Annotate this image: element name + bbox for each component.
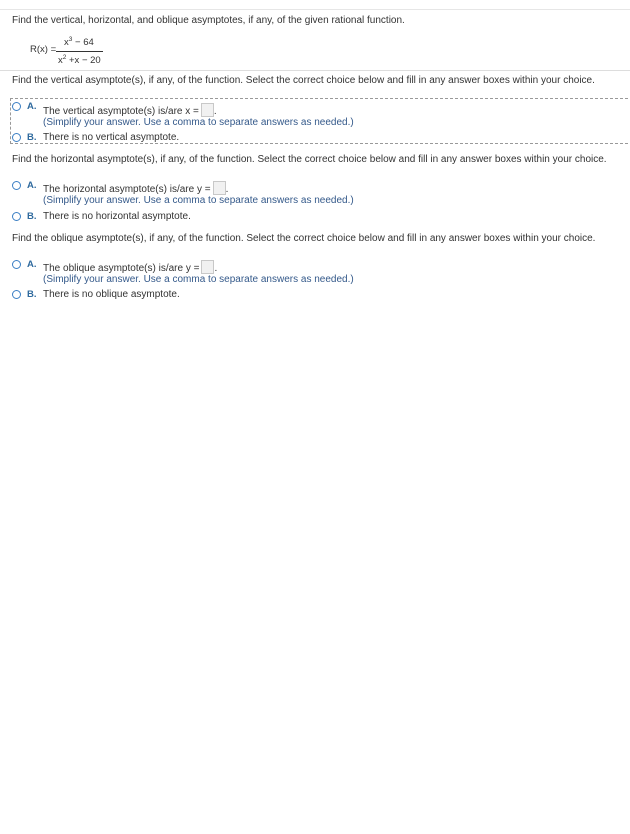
- vertical-answer-box[interactable]: [201, 103, 214, 117]
- vertical-prompt: Find the vertical asymptote(s), if any, of the function. Select the correct choice below and fill in any answer boxes within your choice.: [12, 75, 595, 86]
- vertical-option-a-radio[interactable]: [12, 102, 21, 111]
- oblique-option-b-letter: B.: [27, 289, 37, 300]
- function-numerator: $x^3 - 64$: [64, 36, 94, 48]
- vertical-option-a-hint: (Simplify your answer. Use a comma to separate answers as needed.): [43, 117, 354, 128]
- function-denominator: $x^2 +x - 20$: [58, 54, 101, 66]
- vertical-option-a-text: The vertical asymptote(s) is/are x = .: [43, 103, 217, 117]
- oblique-option-b-radio[interactable]: [12, 290, 21, 299]
- horizontal-option-a-hint: (Simplify your answer. Use a comma to separate answers as needed.): [43, 195, 354, 206]
- vertical-option-b-radio[interactable]: [12, 133, 21, 142]
- oblique-option-a-text: The oblique asymptote(s) is/are y = .: [43, 260, 217, 274]
- oblique-option-b-text: There is no oblique asymptote.: [43, 289, 180, 300]
- oblique-answer-box[interactable]: [201, 260, 214, 274]
- oblique-option-a-radio[interactable]: [12, 260, 21, 269]
- horizontal-option-a-radio[interactable]: [12, 181, 21, 190]
- horizontal-option-b-letter: B.: [27, 211, 37, 222]
- horizontal-option-b-text: There is no horizontal asymptote.: [43, 211, 191, 222]
- horizontal-option-a-text: The horizontal asymptote(s) is/are y = .: [43, 181, 228, 195]
- top-divider: [0, 9, 630, 10]
- vertical-option-b-letter: B.: [27, 132, 37, 143]
- question-title: Find the vertical, horizontal, and oblique asymptotes, if any, of the given rational function.: [12, 15, 405, 26]
- oblique-option-a-hint: (Simplify your answer. Use a comma to separate answers as needed.): [43, 274, 354, 285]
- horizontal-answer-box[interactable]: [213, 181, 226, 195]
- oblique-option-a-letter: A.: [27, 259, 37, 270]
- horizontal-option-a-letter: A.: [27, 180, 37, 191]
- horizontal-prompt: Find the horizontal asymptote(s), if any, of the function. Select the correct choice below and fill in any answer boxes within your choice.: [12, 154, 607, 165]
- vertical-option-b-text: There is no vertical asymptote.: [43, 132, 180, 143]
- fraction-bar: [56, 51, 103, 52]
- horizontal-option-b-radio[interactable]: [12, 212, 21, 221]
- vertical-option-a-letter: A.: [27, 101, 37, 112]
- function-label: R(x) =: [30, 44, 57, 55]
- oblique-prompt: Find the oblique asymptote(s), if any, of the function. Select the correct choice below and fill in any answer boxes within your choice.: [12, 233, 596, 244]
- question-divider: [0, 70, 630, 71]
